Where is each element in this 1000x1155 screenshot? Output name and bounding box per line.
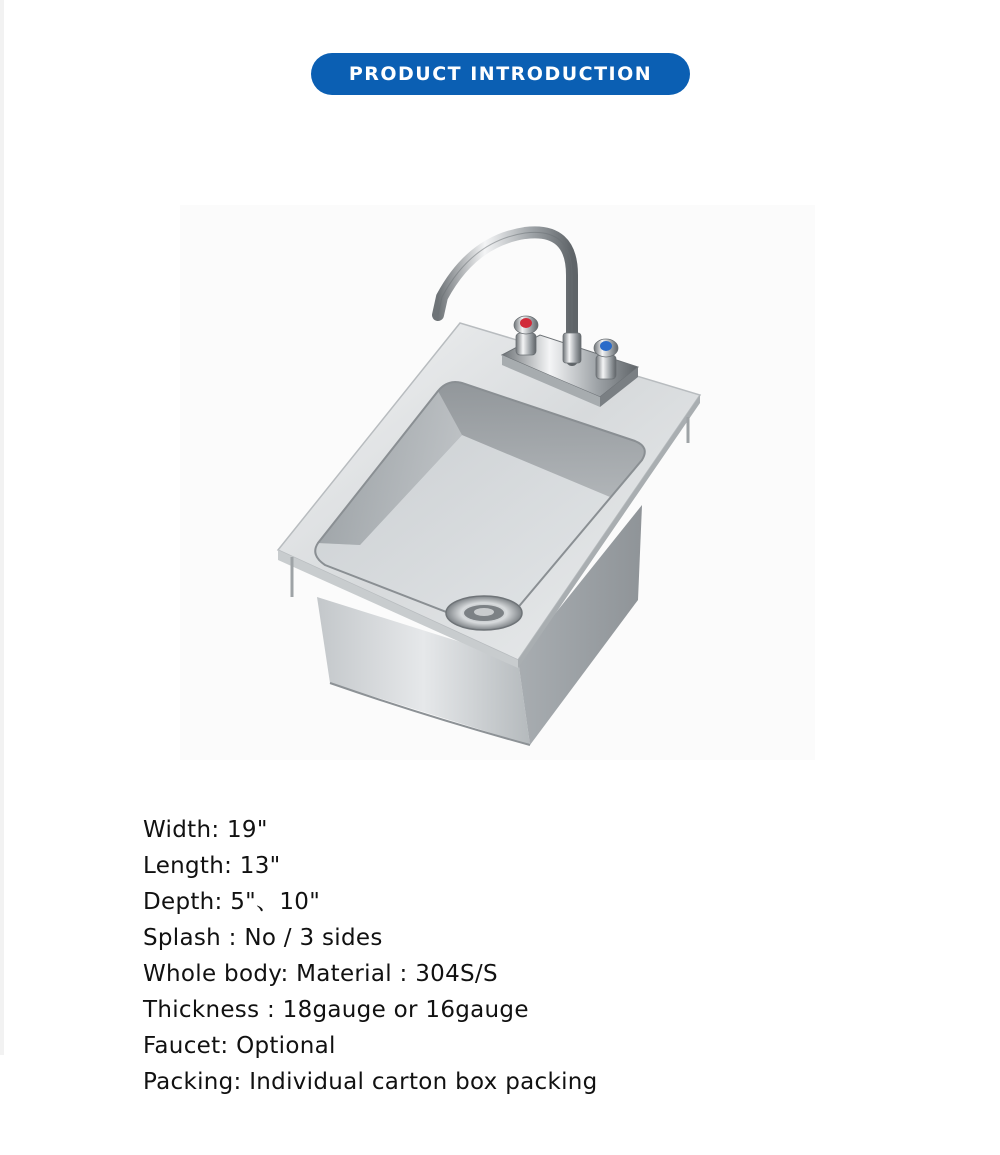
spec-length: Length: 13" bbox=[143, 853, 281, 879]
section-title-badge: PRODUCT INTRODUCTION bbox=[311, 53, 690, 95]
spec-depth: Depth: 5"、10" bbox=[143, 889, 321, 915]
spec-packing: Packing: Individual carton box packing bbox=[143, 1069, 598, 1095]
spec-splash: Splash : No / 3 sides bbox=[143, 925, 383, 951]
hot-handle bbox=[514, 316, 538, 355]
spec-faucet: Faucet: Optional bbox=[143, 1033, 336, 1059]
spec-list bbox=[143, 812, 598, 1100]
spec-width: Width: 19" bbox=[143, 817, 268, 843]
left-edge-rule bbox=[0, 0, 4, 1055]
product-image bbox=[180, 205, 815, 760]
spec-material: Whole body: Material : 304S/S bbox=[143, 961, 498, 987]
cold-handle bbox=[594, 339, 618, 379]
spec-thickness: Thickness : 18gauge or 16gauge bbox=[143, 997, 529, 1023]
